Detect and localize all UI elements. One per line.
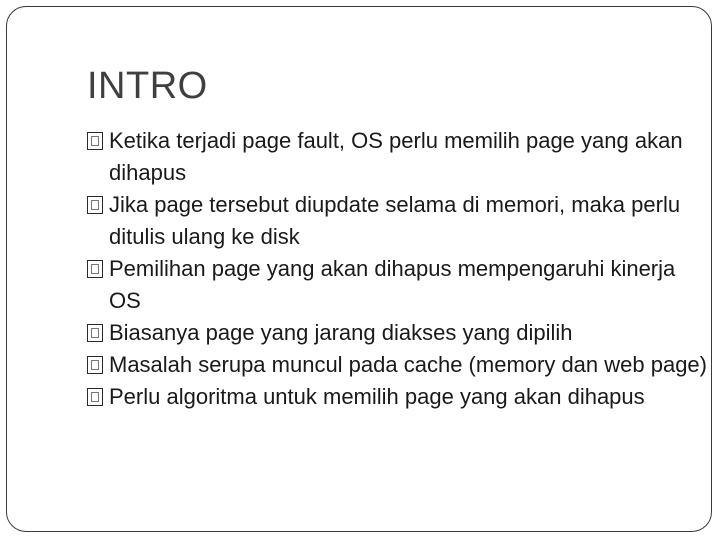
bullet-item — [87, 381, 707, 413]
bullet-text: Masalah serupa muncul pada cache (memory dan web page) — [109, 352, 707, 377]
bullet-text: Perlu algoritma untuk memilih page yang akan dihapus — [109, 384, 645, 409]
bullet-text: Biasanya page yang jarang diakses yang dipilih — [109, 320, 573, 345]
slide-title: INTRO — [87, 65, 208, 107]
bullet-item — [87, 349, 707, 381]
bullet-item — [87, 125, 707, 189]
bullet-text: Jika page tersebut diupdate selama di memori, maka perlu ditulis ulang ke disk — [109, 192, 681, 249]
bullet-item — [87, 317, 707, 349]
bullet-text: Ketika terjadi page fault, OS perlu memilih page yang akan dihapus — [109, 128, 683, 185]
bullet-box-icon — [87, 196, 103, 214]
bullet-box-icon — [87, 260, 103, 278]
bullet-box-icon — [87, 388, 103, 406]
bullet-item — [87, 189, 707, 253]
slide-frame — [6, 6, 712, 532]
bullet-text: Pemilihan page yang akan dihapus mempengaruhi kinerja OS — [109, 256, 676, 313]
bullet-item — [87, 253, 707, 317]
bullet-list — [87, 125, 707, 413]
bullet-box-icon — [87, 324, 103, 342]
bullet-box-icon — [87, 132, 103, 150]
bullet-box-icon — [87, 356, 103, 374]
